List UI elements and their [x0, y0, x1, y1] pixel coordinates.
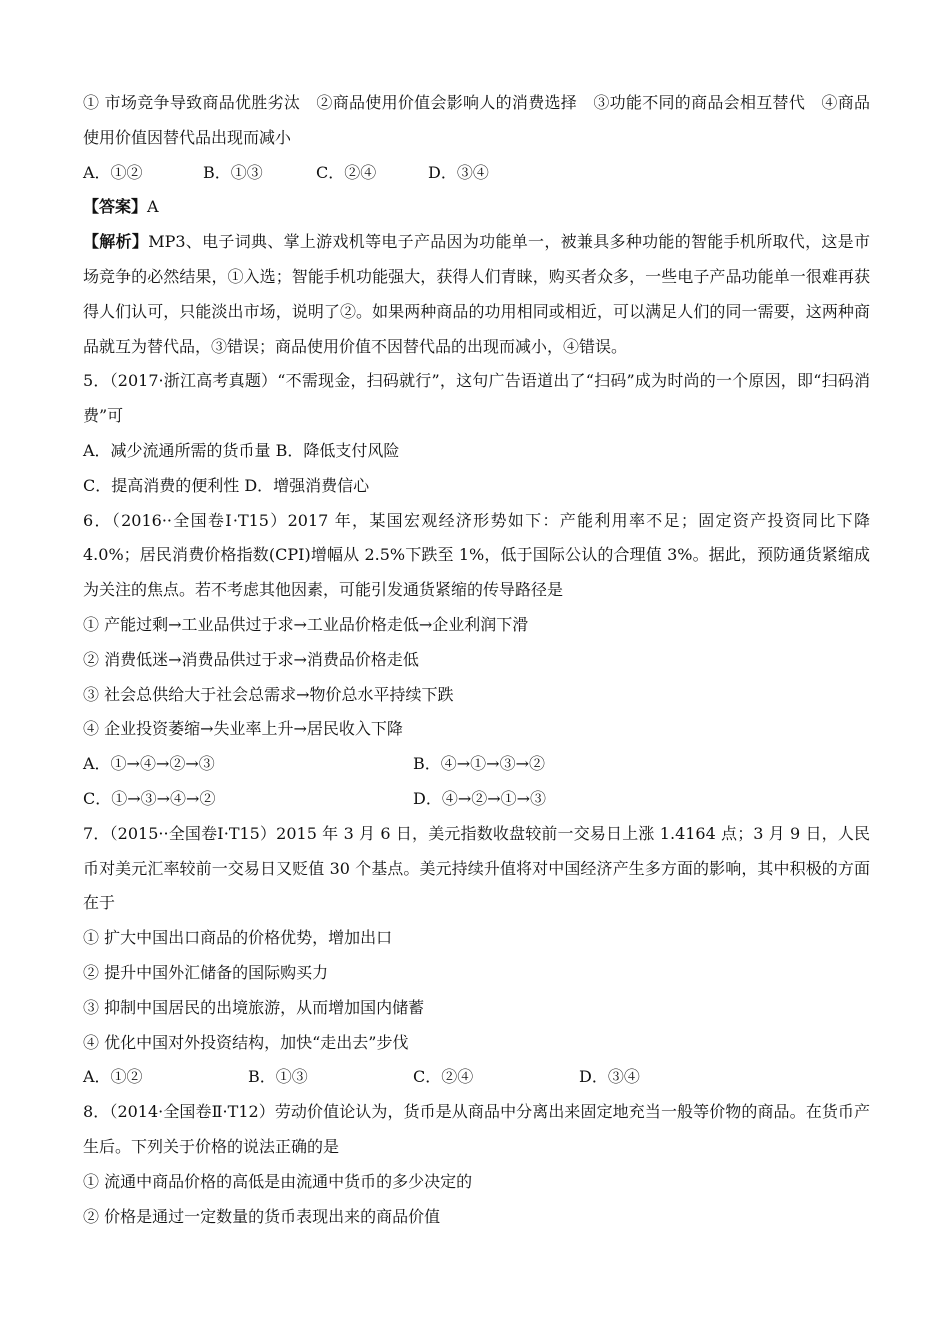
q4-option-d: D．③④	[428, 162, 489, 182]
q8-item-1: ① 流通中商品价格的高低是由流通中货币的多少决定的	[83, 1171, 473, 1191]
q7-stem: 7．（2015··全国卷Ⅰ·T15）2015 年 3 月 6 日，美元指数收盘较前一交易日上涨 1.4164 点；3 月 9 日，人民币对美元汇率较前一交易日又贬值 30 个基点。美元持续升值将对中国经济产生多方面的影响，其中积极的方面在于	[83, 823, 870, 913]
q8-stem: 8．（2014·全国卷Ⅱ·T12）劳动价值论认为，货币是从商品中分离出来固定地充当一般等价物的商品。在货币产生后。下列关于价格的说法正确的是	[83, 1102, 870, 1156]
q7-option-b: B．①③	[248, 1067, 308, 1087]
q4-option-a: A．①②	[83, 162, 143, 182]
q6-option-a: A．①→④→②→③	[83, 754, 215, 774]
q4-analysis	[83, 225, 870, 364]
q5-options-line1: A．减少流通所需的货币量 B．降低支付风险	[83, 440, 400, 460]
q6-item-2: ② 消费低迷→消费品供过于求→消费品价格走低	[83, 649, 419, 669]
q6-option-b: B．④→①→③→②	[413, 754, 545, 774]
q4-option-b: B．①③	[203, 162, 263, 182]
q6-option-c: C．①→③→④→②	[83, 788, 216, 808]
q6-options-row1	[83, 747, 870, 782]
q7-options	[83, 1060, 870, 1095]
q4-answer	[83, 190, 870, 225]
q7-option-d: D．③④	[579, 1067, 640, 1087]
q6-stem: 6．（2016··全国卷Ⅰ·T15）2017 年，某国宏观经济形势如下：产能利用率不足；固定资产投资同比下降 4.0%；居民消费价格指数(CPI)增幅从 2.5%下跌至 1%，低于国际公认的合理值 3%。据此，预防通货紧缩成为关注的焦点。若不考虑其他因素，可能引发通货紧缩的传导路径是	[83, 510, 870, 600]
analysis-text: MP3、电子词典、掌上游戏机等电子产品因为功能单一，被兼具多种功能的智能手机所取代，这是市场竞争的必然结果，①入选；智能手机功能强大，获得人们青睐，购买者众多，一些电子产品功能单一很难再获得人们认可，只能淡出市场，说明了②。如果两种商品的功用相同或相近，可以满足人们的同一需要，这两种商品就互为替代品，③错误；商品使用价值不因替代品的出现而减小，④错误。	[83, 232, 870, 356]
document-page	[83, 86, 870, 1234]
q4-option-c: C．②④	[316, 162, 377, 182]
q7-option-c: C．②④	[413, 1067, 474, 1087]
q8-item-2: ② 价格是通过一定数量的货币表现出来的商品价值	[83, 1206, 441, 1226]
analysis-label: 【解析】	[83, 232, 149, 252]
q7-item-1: ① 扩大中国出口商品的价格优势，增加出口	[83, 928, 393, 948]
q7-option-a: A．①②	[83, 1067, 143, 1087]
q5-stem: 5．（2017·浙江高考真题）“不需现金，扫码就行”，这句广告语道出了“扫码”成为时尚的一个原因，即“扫码消费”可	[83, 371, 870, 426]
q7-item-3: ③ 抑制中国居民的出境旅游，从而增加国内储蓄	[83, 997, 425, 1017]
q6-item-1: ① 产能过剩→工业品供过于求→工业品价格走低→企业利润下滑	[83, 614, 529, 634]
q6-options-row2	[83, 782, 870, 817]
q6-option-d: D．④→②→①→③	[413, 788, 547, 808]
q4-statements: ① 市场竞争导致商品优胜劣汰 ②商品使用价值会影响人的消费选择 ③功能不同的商品会相互替代 ④商品使用价值因替代品出现而减小	[83, 93, 870, 147]
q7-item-2: ② 提升中国外汇储备的国际购买力	[83, 962, 329, 982]
answer-label: 【答案】	[83, 197, 148, 217]
q4-options	[83, 156, 870, 191]
q7-item-4: ④ 优化中国对外投资结构，加快“走出去”步伐	[83, 1032, 409, 1052]
q6-item-4: ④ 企业投资萎缩→失业率上升→居民收入下降	[83, 719, 403, 739]
q5-options-line2: C．提高消费的便利性 D．增强消费信心	[83, 475, 370, 495]
q6-item-3: ③ 社会总供给大于社会总需求→物价总水平持续下跌	[83, 684, 454, 704]
answer-value: A	[147, 197, 159, 217]
